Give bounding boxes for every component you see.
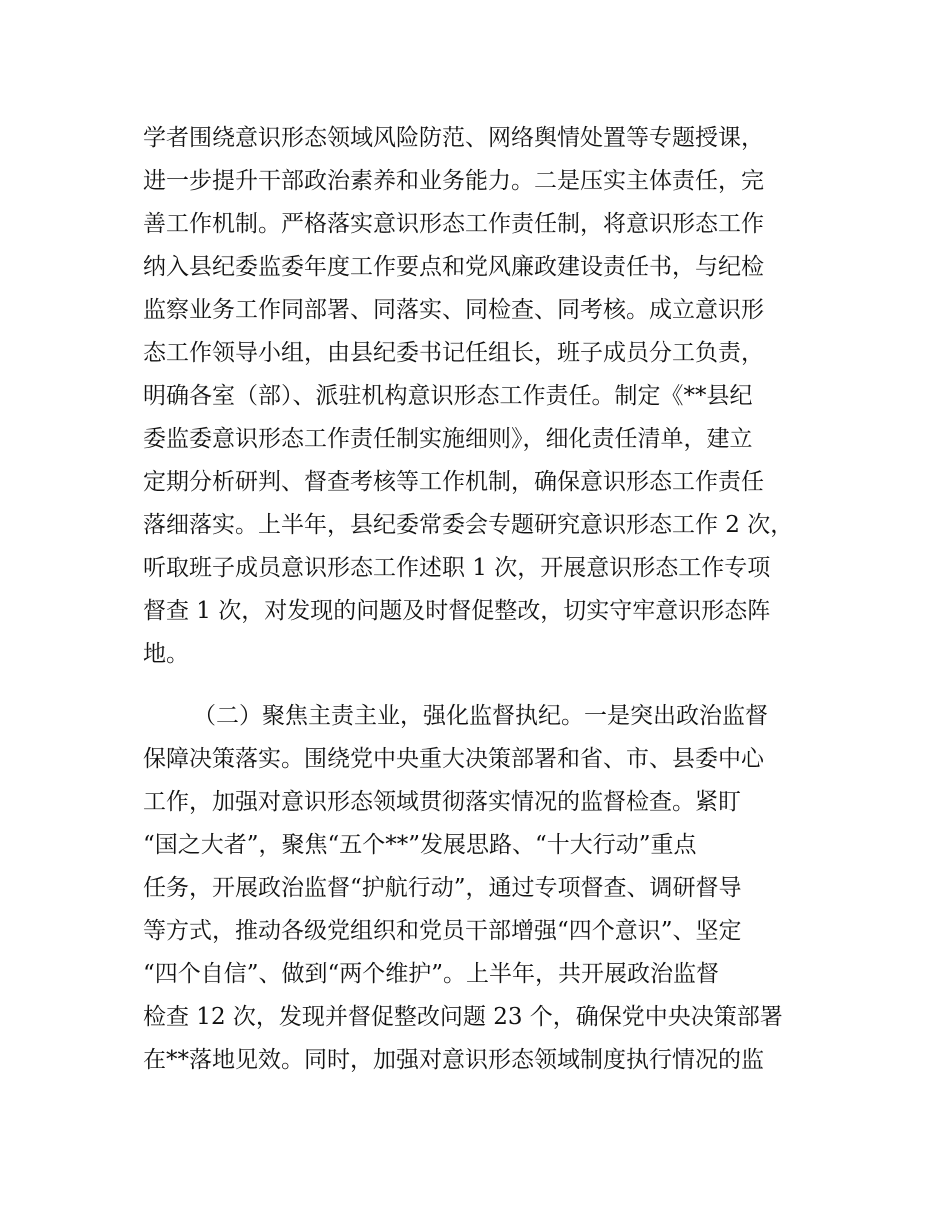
text-line: 态工作领导小组，由县纪委书记任组长，班子成员分工负责， [143,340,764,366]
text-line: 纳入县纪委监委年度工作要点和党风廉政建设责任书，与纪检 [143,254,764,280]
text-line: 监察业务工作同部署、同落实、同检查、同考核。成立意识形 [143,297,764,323]
section-heading-line: （二）聚焦主责主业，强化监督执纪。一是突出政治监督 [193,703,768,729]
text-line: 保障决策落实。围绕党中央重大决策部署和省、市、县委中心 [143,746,764,772]
text-line: 工作，加强对意识形态领域贯彻落实情况的监督检查。紧盯 [143,789,741,815]
text-line: 检查 12 次，发现并督促整改问题 23 个，确保党中央决策部署 [143,1004,783,1030]
text-line: 学者围绕意识形态领域风险防范、网络舆情处置等专题授课， [143,125,764,151]
text-line: 听取班子成员意识形态工作述职 1 次，开展意识形态工作专项 [143,555,771,581]
text-line: 进一步提升干部政治素养和业务能力。二是压实主体责任，完 [143,168,764,194]
text-line: 定期分析研判、督查考核等工作机制，确保意识形态工作责任 [143,469,764,495]
text-line: 善工作机制。严格落实意识形态工作责任制，将意识形态工作 [143,211,764,237]
text-line: “国之大者”，聚焦“五个**”发展思路、“十大行动”重点 [143,832,697,858]
text-line: 明确各室（部）、派驻机构意识形态工作责任。制定《**县纪 [143,383,753,409]
text-line: “四个自信”、做到“两个维护”。上半年，共开展政治监督 [143,961,720,987]
text-line: 任务，开展政治监督“护航行动”，通过专项督查、调研督导 [143,875,742,901]
text-line: 地。 [143,641,189,667]
text-line: 督查 1 次，对发现的问题及时督促整改，切实守牢意识形态阵 [143,598,771,624]
text-line: 落细落实。上半年，县纪委常委会专题研究意识形态工作 2 次， [143,512,794,538]
text-line: 在**落地见效。同时，加强对意识形态领域制度执行情况的监 [143,1047,764,1073]
text-line: 委监委意识形态工作责任制实施细则》，细化责任清单，建立 [143,426,753,452]
text-line: 等方式，推动各级党组织和党员干部增强“四个意识”、坚定 [143,918,742,944]
